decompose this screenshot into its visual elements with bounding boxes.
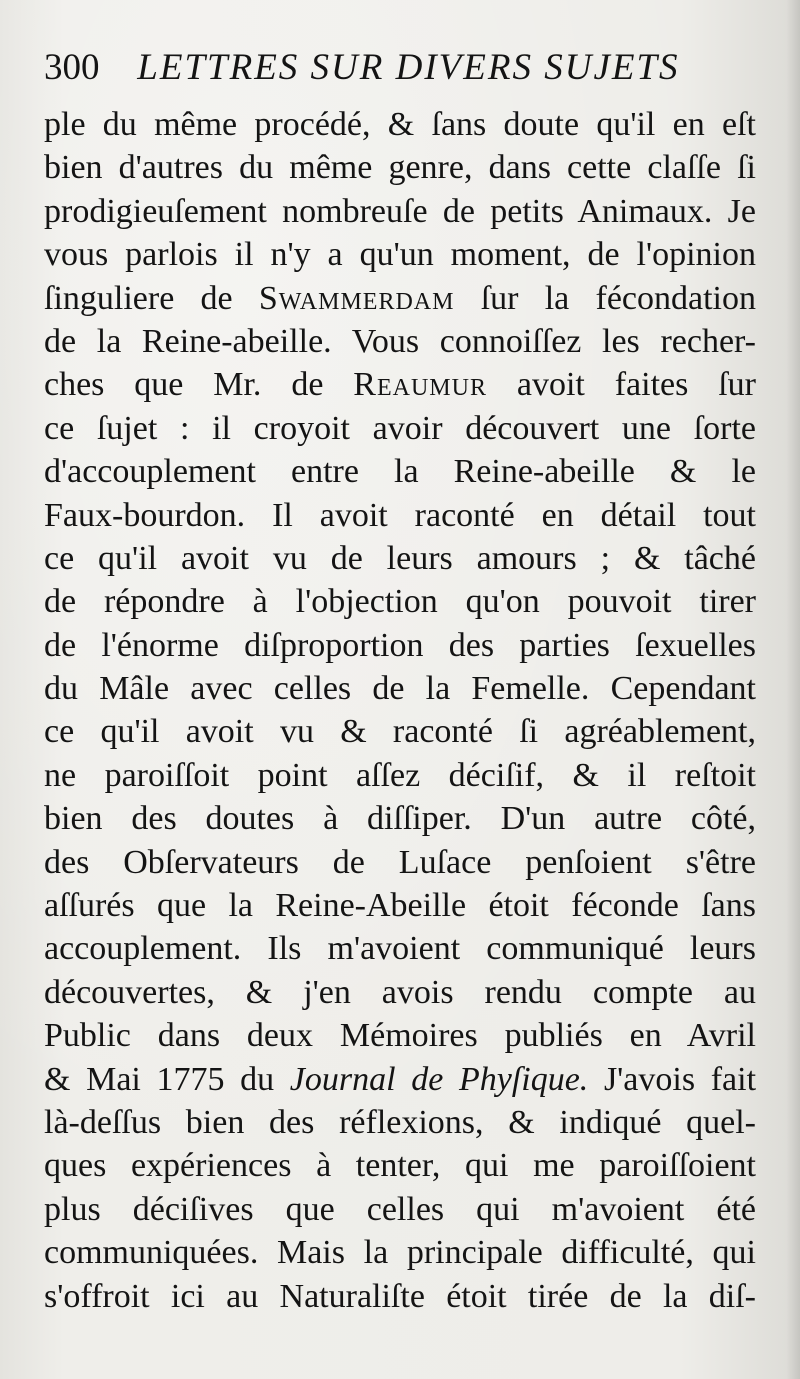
text-line (44, 494, 756, 537)
text-segment: & Mai 1775 du (44, 1060, 290, 1098)
text-segment: ce qu'il avoit vu de leurs amours ; & tâché (44, 539, 756, 577)
text-segment: découvertes, & j'en avois rendu compte au (44, 973, 756, 1011)
text-line (44, 233, 756, 276)
text-line (44, 1058, 756, 1101)
text-line (44, 754, 756, 797)
text-line (44, 1231, 756, 1274)
text-segment: prodigieuſement nombreuſe de petits Animaux. Je (44, 192, 756, 230)
text-line (44, 624, 756, 667)
text-segment: ple du même procédé, & ſans doute qu'il en eſt (44, 106, 756, 143)
text-line (44, 841, 756, 884)
text-segment: communiquées. Mais la principale difficulté, qui (44, 1234, 756, 1272)
text-segment: des Obſervateurs de Luſace penſoient s'être (44, 843, 756, 881)
text-segment: aſſurés que la Reine-Abeille étoit féconde ſans (44, 887, 756, 925)
text-segment: vous parlois il n'y a qu'un moment, de l'opinion (44, 236, 756, 274)
text-segment: ques expériences à tenter, qui me paroiſſoient (44, 1147, 756, 1185)
page-number: 300 (44, 47, 100, 88)
text-segment: du Mâle avec celles de la Femelle. Cependant (44, 670, 756, 708)
text-segment: ne paroiſſoit point aſſez déciſif, & il reſtoit (44, 756, 756, 794)
text-segment: plus déciſives que celles qui m'avoient été (44, 1190, 756, 1228)
text-line (44, 537, 756, 580)
text-line (44, 407, 756, 450)
text-line (44, 450, 756, 493)
text-segment: là-deſſus bien des réflexions, & indiqué quel- (44, 1103, 756, 1141)
text-segment: bien des doutes à diſſiper. D'un autre côté, (44, 800, 756, 838)
text-segment: Faux-bourdon. Il avoit raconté en détail tout (44, 496, 756, 534)
text-segment: J'avois fait (588, 1060, 756, 1098)
text-segment: de répondre à l'objection qu'on pouvoit tirer (44, 583, 756, 621)
text-segment: ches que Mr. de (44, 366, 354, 404)
text-line (44, 277, 756, 320)
text-segment: ce ſujet : il croyoit avoir découvert une ſorte (44, 409, 756, 447)
text-line (44, 884, 756, 927)
text-segment: accouplement. Ils m'avoient communiqué leurs (44, 930, 756, 968)
text-segment: de l'énorme diſproportion des parties ſexuelles (44, 626, 756, 664)
body-text (44, 103, 756, 1318)
text-line (44, 927, 756, 970)
text-segment: ſinguliere de (44, 279, 259, 317)
proper-name: Reaumur (353, 366, 487, 404)
text-line (44, 320, 756, 363)
text-line (44, 190, 756, 233)
text-line (44, 363, 756, 406)
proper-name: Swammerdam (258, 279, 455, 317)
text-segment: d'accouplement entre la Reine-abeille & le (44, 453, 756, 491)
text-line (44, 797, 756, 840)
text-segment: ſur la fécondation (454, 279, 756, 317)
text-segment: s'offroit ici au Naturaliſte étoit tirée de la diſ- (44, 1277, 756, 1315)
text-line (44, 1014, 756, 1057)
running-title: LETTRES SUR DIVERS SUJETS (137, 47, 680, 88)
text-segment: avoit faites ſur (486, 366, 756, 404)
text-line (44, 1144, 756, 1187)
text-segment: Public dans deux Mémoires publiés en Avril (44, 1017, 756, 1055)
text-line (44, 580, 756, 623)
text-segment: de la Reine-abeille. Vous connoiſſez les recher- (44, 322, 756, 360)
text-line (44, 971, 756, 1014)
text-line (44, 1101, 756, 1144)
text-line (44, 103, 756, 146)
text-line (44, 1275, 756, 1318)
running-head (44, 42, 744, 92)
text-segment: bien d'autres du même genre, dans cette claſſe ſi (44, 149, 756, 187)
text-line (44, 710, 756, 753)
page-edge-shadow (786, 0, 800, 1379)
text-segment: ce qu'il avoit vu & raconté ſi agréablement, (44, 713, 756, 751)
text-line (44, 146, 756, 189)
text-line (44, 667, 756, 710)
italic-title: Journal de Phyſique. (289, 1060, 589, 1098)
text-line (44, 1188, 756, 1231)
